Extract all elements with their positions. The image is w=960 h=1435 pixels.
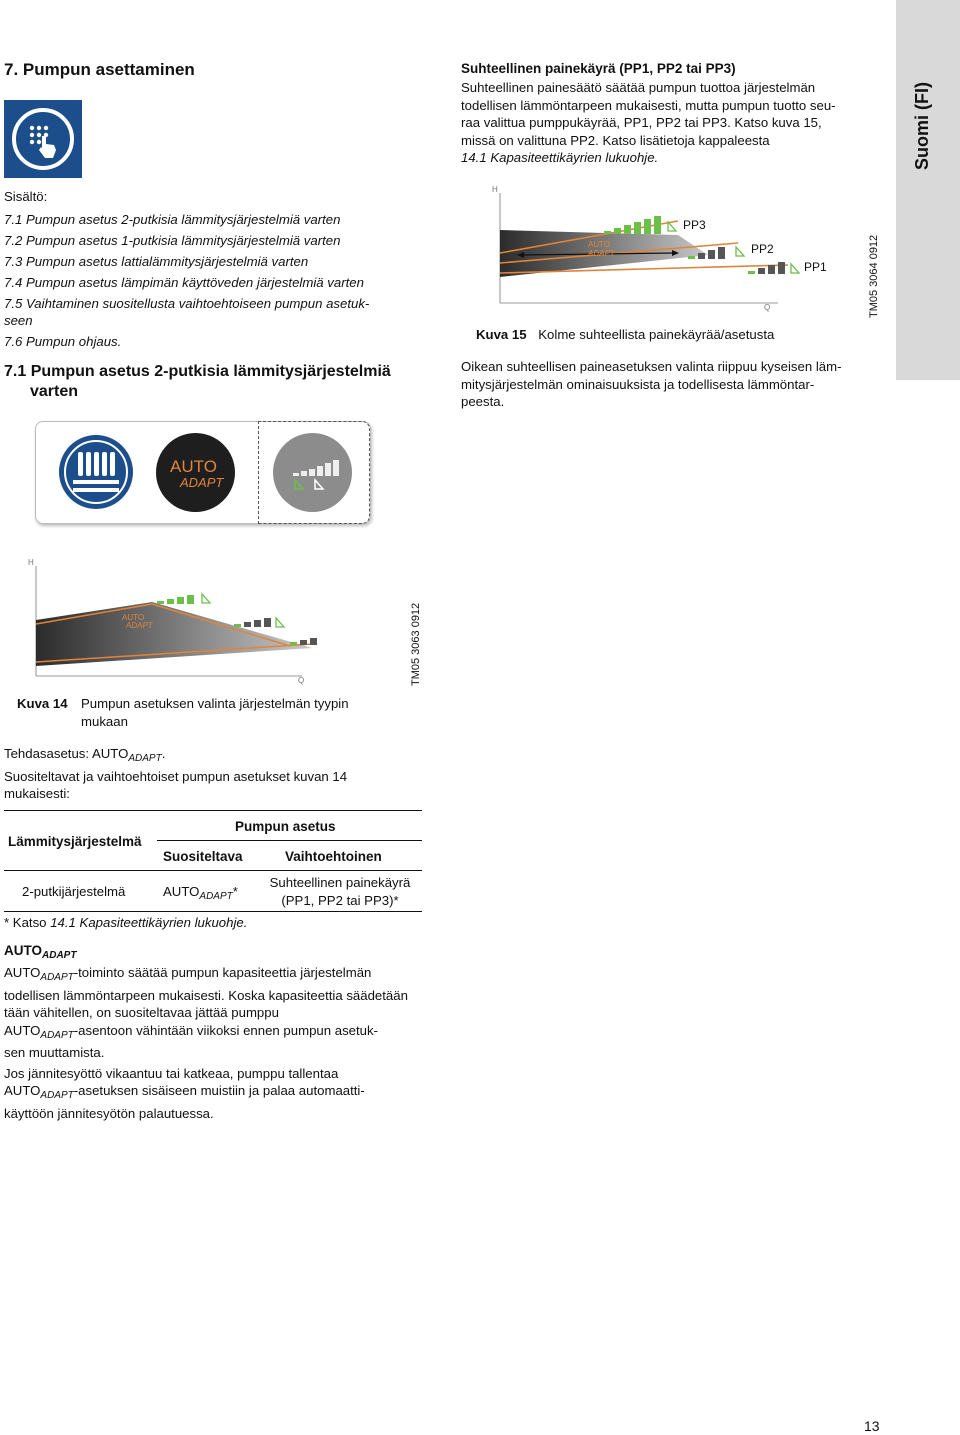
proportional-pressure-button[interactable]	[273, 433, 352, 512]
pp3-label: PP3	[683, 218, 706, 232]
toc-item-cont[interactable]: seen	[4, 312, 33, 328]
adapt-text: ADAPT	[180, 475, 224, 490]
language-tab	[896, 0, 960, 380]
caption-text: Pumpun asetuksen valinta järjestelmän tyypin	[81, 696, 349, 711]
tm-code-15: TM05 3064 0912	[868, 234, 880, 318]
p2-sub: ADAPT	[40, 1090, 74, 1101]
p1-text: -toiminto säätää pumpun kapasiteettia järjestelmän	[73, 965, 372, 980]
p2-line: käyttöön jännitesyötön palautuessa.	[4, 1105, 214, 1121]
caption-text: Kolme suhteellista painekäyrää/asetusta	[538, 327, 775, 342]
p2-auto: AUTO	[4, 1083, 41, 1098]
caption-number: Kuva 15	[476, 327, 527, 342]
table-of-contents	[4, 188, 424, 352]
p1-line: tään vähitellen, on suositeltavaa jättää pumppu	[4, 1005, 279, 1020]
p1-text: -asentoon vähintään viikoksi ennen pumpun asetuk-	[73, 1022, 378, 1038]
col-recommended-header: Suositeltava	[163, 849, 243, 864]
p1-line: todellisen lämmöntarpeen mukaisesti. Koska kapasiteettia säädetään	[4, 987, 408, 1003]
p1-sub: ADAPT	[40, 1029, 74, 1041]
header-rule	[4, 870, 422, 871]
pp-heading: Suhteellinen painekäyrä (PP1, PP2 tai PP3)	[461, 61, 736, 76]
pp2-label: PP2	[751, 242, 774, 256]
rec-star: *	[232, 884, 238, 899]
row-recommended	[163, 883, 238, 906]
axis-q-label: Q	[764, 303, 771, 312]
touch-control-icon	[4, 100, 82, 178]
radiator-icon	[58, 434, 134, 510]
factory-line: Suositeltavat ja vaihtoehtoiset pumpun asetukset kuvan 14	[4, 768, 348, 784]
rec-main: AUTO	[163, 884, 200, 899]
rec-sub: ADAPT	[199, 891, 233, 902]
col-system-header: Lämmitysjärjestelmä	[8, 834, 142, 849]
pp-line: Suhteellinen painesäätö säätää pumpun tuottoa järjestelmän	[461, 80, 816, 95]
axis-q-label: Q	[298, 676, 305, 685]
caption-text: mukaan	[81, 713, 128, 729]
auto-text: AUTO	[122, 613, 145, 622]
note-prefix: * Katso	[4, 915, 51, 930]
heading-main: AUTO	[4, 943, 43, 958]
pp-line: raa valittua pumppukäyrää, PP1, PP2 tai PP3. Katso kuva 15,	[461, 115, 822, 130]
pp-line: missä on valittuna PP2. Katso lisätietoja kappaleesta	[461, 132, 770, 148]
pp-choice-line: peesta.	[461, 394, 505, 409]
bottom-rule	[4, 911, 422, 912]
figure-15	[478, 185, 898, 325]
adapt-text: ADAPT	[126, 621, 153, 630]
factory-suffix: .	[161, 746, 166, 761]
row-alternative	[260, 874, 420, 909]
alt-line: (PP1, PP2 tai PP3)*	[281, 892, 399, 908]
p2-text: -asetuksen sisäiseen muistiin ja palaa automaatti-	[73, 1083, 365, 1098]
toc-item[interactable]: 7.5 Vaihtaminen suositellusta vaihtoehtoiseen pumpun asetuk-	[4, 295, 370, 311]
factory-sub: ADAPT	[128, 753, 162, 764]
adapt-text: ADAPT	[588, 249, 615, 258]
pp-choice-line: mitysjärjestelmän ominaisuuksista ja todellisesta lämmöntar-	[461, 376, 815, 392]
auto-adapt-button[interactable]	[156, 433, 235, 512]
subsection-title-line: 7.1 Pumpun asetus 2-putkisia lämmitysjärjestelmiä	[4, 363, 391, 380]
subsection-title-line: varten	[30, 383, 79, 400]
p1-auto: AUTO	[4, 965, 41, 980]
pp1-label: PP1	[804, 260, 827, 274]
toc-item[interactable]: 7.4 Pumpun asetus lämpimän käyttöveden järjestelmiä varten	[4, 274, 364, 290]
p2-line: Jos jännitesyöttö vikaantuu tai katkeaa, pumppu tallentaa	[4, 1065, 339, 1081]
figure-15-caption	[476, 326, 774, 344]
caption-number: Kuva 14	[17, 696, 68, 711]
settings-table	[4, 810, 422, 932]
p1-sub: ADAPT	[40, 972, 74, 983]
figure-14-caption	[17, 695, 417, 730]
heading-sub: ADAPT	[42, 950, 77, 961]
figure-14-chart	[22, 558, 322, 688]
factory-line: mukaisesti:	[4, 786, 70, 801]
auto-text: AUTO	[170, 457, 217, 476]
pp-description	[461, 61, 891, 167]
alt-line: Suhteellinen painekäyrä	[269, 875, 411, 890]
p1-auto: AUTO	[4, 1022, 41, 1038]
toc-heading: Sisältö:	[4, 189, 48, 204]
toc-item[interactable]: 7.3 Pumpun asetus lattialämmitysjärjestelmiä varten	[4, 253, 309, 269]
page-number: 13	[864, 1418, 880, 1434]
pp-choice-line: Oikean suhteellisen paineasetuksen valinta riippuu kyseisen läm-	[461, 359, 842, 374]
pp-choice-text	[461, 358, 891, 411]
note-reference[interactable]: 14.1 Kapasiteettikäyrien lukuohje.	[50, 915, 248, 930]
group-header: Pumpun asetus	[235, 819, 336, 834]
toc-item[interactable]: 7.2 Pumpun asetus 1-putkisia lämmitysjärjestelmiä varten	[4, 232, 341, 248]
auto-adapt-text	[170, 459, 223, 490]
subsection-title	[4, 362, 391, 402]
tm-code-14: TM05 3063 0912	[410, 602, 422, 686]
auto-adapt-heading	[4, 943, 424, 961]
axis-h-label: H	[28, 558, 34, 567]
axis-h-label: H	[492, 185, 498, 194]
pp-line: todellisen lämmöntarpeen mukaisesti, mutta pumpun tuotto seu-	[461, 97, 836, 113]
p1-line: sen muuttamista.	[4, 1045, 105, 1060]
col-alternative-header: Vaihtoehtoinen	[285, 849, 382, 864]
group-rule	[157, 840, 422, 841]
auto-text: AUTO	[588, 240, 611, 249]
pp-reference[interactable]: 14.1 Kapasiteettikäyrien lukuohje.	[461, 150, 659, 165]
section-title: 7. Pumpun asettaminen	[4, 60, 195, 79]
factory-setting	[4, 745, 424, 803]
row-system: 2-putkijärjestelmä	[22, 884, 126, 899]
toc-item[interactable]: 7.6 Pumpun ohjaus.	[4, 333, 122, 349]
auto-adapt-label	[122, 614, 153, 630]
auto-adapt-label	[588, 240, 615, 258]
language-tab-label: Suomi (FI)	[912, 82, 932, 170]
table-footnote	[4, 914, 422, 932]
auto-adapt-section	[4, 943, 424, 1122]
factory-prefix: Tehdasasetus: AUTO	[4, 746, 129, 761]
toc-item[interactable]: 7.1 Pumpun asetus 2-putkisia lämmitysjärjestelmiä varten	[4, 211, 341, 227]
